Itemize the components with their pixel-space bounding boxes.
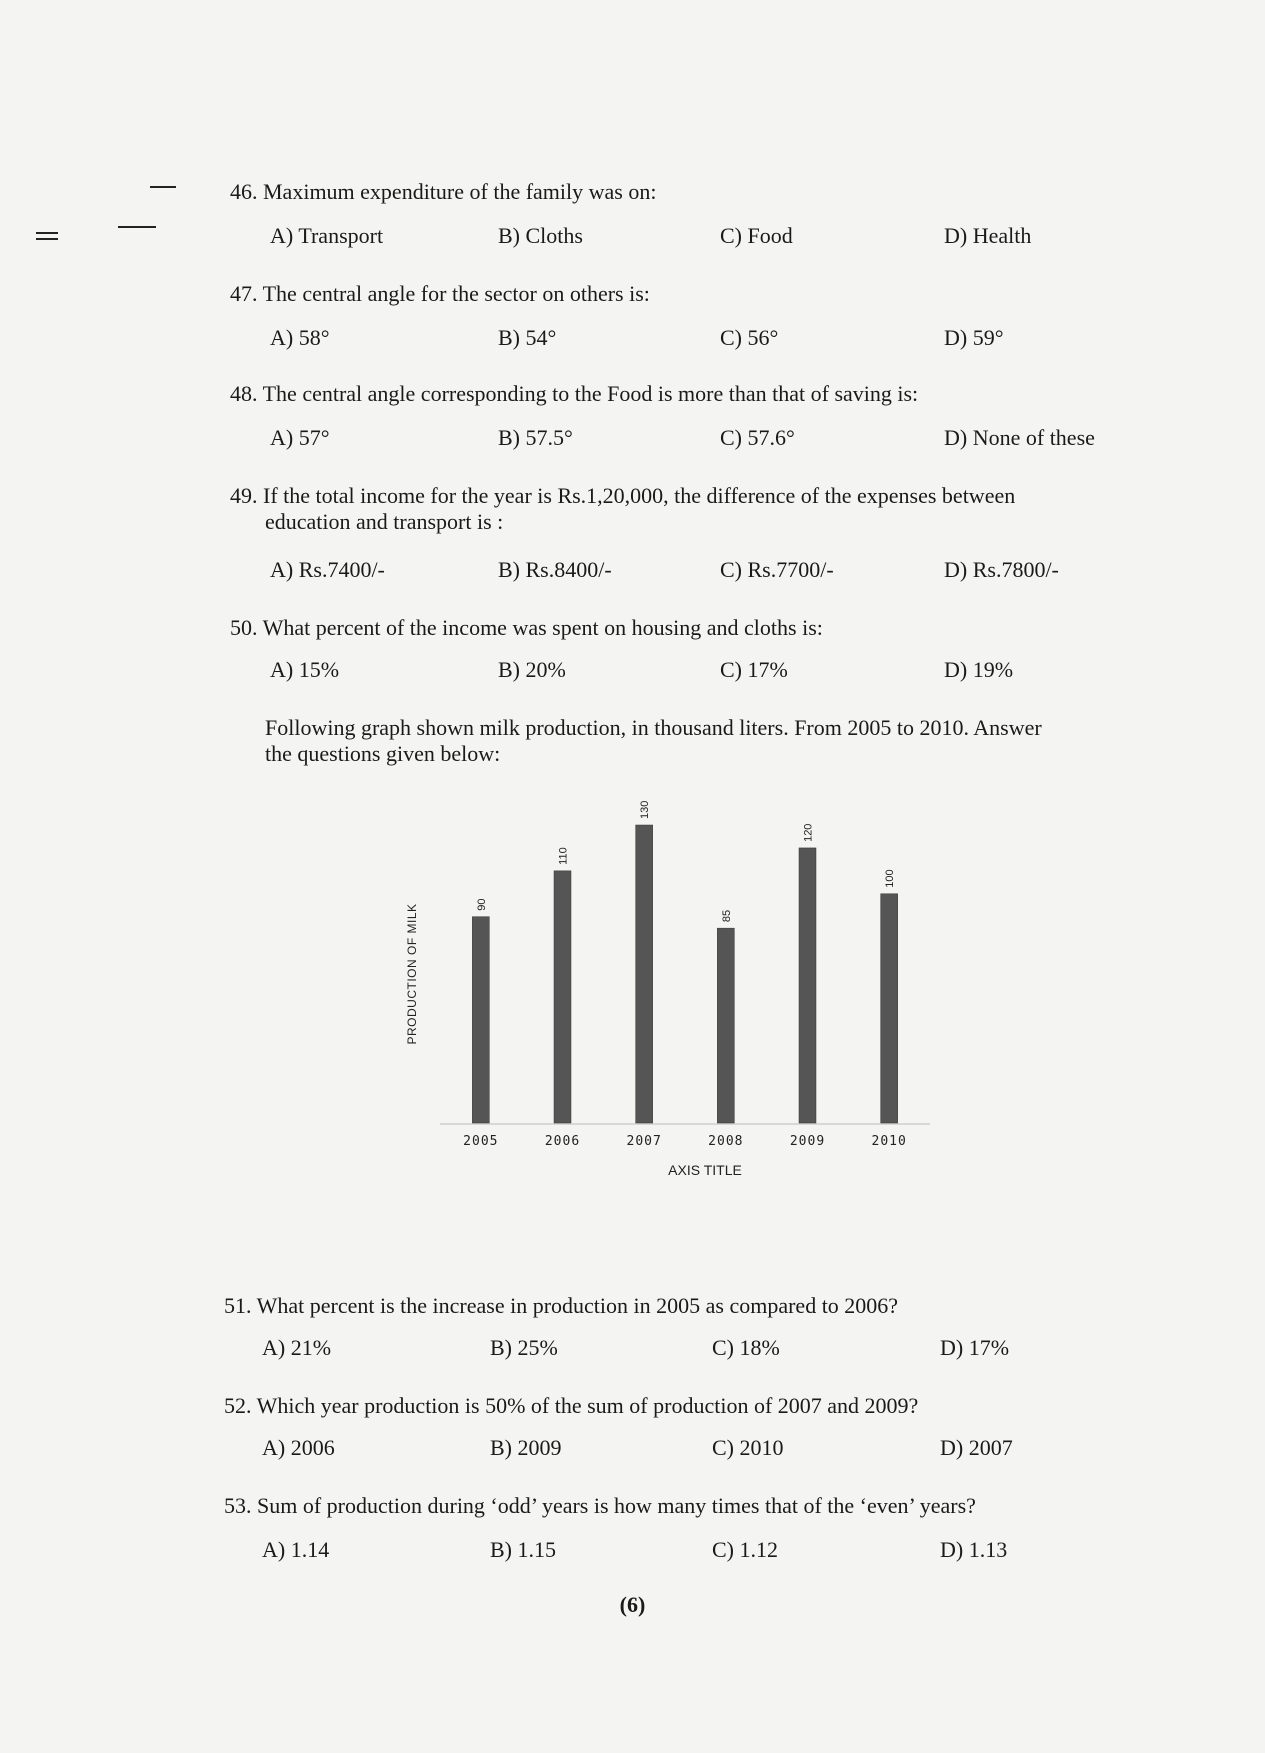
option-c[interactable]: C) 2010 — [712, 1435, 784, 1460]
data-label-2008: 85 — [720, 909, 733, 923]
option-b[interactable]: B) 20% — [498, 657, 566, 682]
option-b[interactable]: B) 2009 — [490, 1435, 562, 1460]
margin-mark — [118, 226, 156, 228]
option-a[interactable]: A) 15% — [270, 657, 340, 682]
bar-2010 — [881, 894, 898, 1123]
bar-chart-svg — [400, 780, 960, 1200]
question-number: 51. — [224, 1293, 252, 1318]
question-text: The central angle corresponding to the Food is more than that of saving is: — [262, 381, 919, 406]
question-text: The central angle for the sector on others is: — [262, 281, 650, 306]
option-a[interactable]: A) 57° — [270, 425, 330, 450]
x-tick-label-2009: 2009 — [789, 1134, 826, 1149]
bar-2007 — [636, 825, 653, 1123]
data-label-2010: 100 — [884, 869, 897, 888]
bar-2009 — [799, 848, 816, 1123]
y-axis-title: PRODUCTION OF MILK — [405, 903, 419, 1045]
bar-2005 — [472, 917, 489, 1123]
margin-mark — [36, 238, 58, 240]
question-47 — [230, 280, 650, 308]
option-b[interactable]: B) 1.15 — [490, 1537, 556, 1562]
option-b[interactable]: B) Rs.8400/- — [498, 557, 612, 582]
question-number: 49. — [230, 483, 258, 508]
bar-2006 — [554, 871, 571, 1123]
question-text: What percent of the income was spent on housing and cloths is: — [262, 615, 823, 640]
x-tick-label-2005: 2005 — [463, 1134, 499, 1149]
option-d[interactable]: D) 19% — [944, 657, 1014, 682]
question-text: If the total income for the year is Rs.1,20,000, the difference of the expenses between — [263, 483, 1016, 508]
option-a[interactable]: A) 58° — [270, 325, 330, 350]
data-label-2006: 110 — [557, 847, 570, 865]
page-number: (6) — [619, 1592, 646, 1617]
option-a[interactable]: A) 2006 — [262, 1435, 335, 1460]
question-49 — [230, 482, 1015, 510]
bar-2008 — [717, 928, 734, 1123]
question-53 — [224, 1492, 976, 1520]
option-d[interactable]: D) Health — [944, 223, 1032, 248]
option-b[interactable]: B) 54° — [498, 325, 557, 350]
question-number: 53. — [224, 1493, 252, 1518]
option-d[interactable]: D) 2007 — [940, 1435, 1013, 1460]
question-number: 46. — [230, 179, 258, 204]
option-c[interactable]: C) 1.12 — [712, 1537, 778, 1562]
question-text: Sum of production during ‘odd’ years is how many times that of the ‘even’ years? — [257, 1493, 976, 1518]
option-b[interactable]: B) Cloths — [498, 223, 583, 248]
option-a[interactable]: A) Transport — [270, 223, 384, 248]
option-d[interactable]: D) 1.13 — [940, 1537, 1008, 1562]
x-axis-title: AXIS TITLE — [668, 1162, 742, 1178]
option-d[interactable]: D) Rs.7800/- — [944, 557, 1059, 582]
milk-production-chart — [400, 780, 960, 1200]
question-49-continued: education and transport is : — [265, 509, 504, 534]
question-number: 52. — [224, 1393, 252, 1418]
margin-mark — [36, 232, 58, 234]
question-number: 47. — [230, 281, 258, 306]
option-c[interactable]: C) 57.6° — [720, 425, 795, 450]
x-tick-label-2008: 2008 — [708, 1134, 744, 1149]
x-tick-label-2010: 2010 — [871, 1134, 907, 1149]
option-c[interactable]: C) 17% — [720, 657, 788, 682]
option-c[interactable]: C) Food — [720, 223, 793, 248]
question-46 — [230, 178, 656, 206]
question-48 — [230, 380, 918, 408]
question-number: 50. — [230, 615, 258, 640]
graph-intro-line1: Following graph shown milk production, in thousand liters. From 2005 to 2010. Answer — [265, 715, 1042, 740]
data-label-2009: 120 — [802, 823, 815, 842]
graph-intro-line2: the questions given below: — [265, 741, 501, 766]
question-52 — [224, 1392, 918, 1420]
question-50 — [230, 614, 823, 642]
data-label-2005: 90 — [475, 898, 488, 911]
option-d[interactable]: D) 17% — [940, 1335, 1010, 1360]
question-51 — [224, 1292, 898, 1320]
option-a[interactable]: A) Rs.7400/- — [270, 557, 385, 582]
option-c[interactable]: C) Rs.7700/- — [720, 557, 834, 582]
data-label-2007: 130 — [639, 800, 652, 819]
option-c[interactable]: C) 56° — [720, 325, 779, 350]
option-d[interactable]: D) 59° — [944, 325, 1004, 350]
option-d[interactable]: D) None of these — [944, 425, 1095, 450]
margin-mark — [150, 186, 176, 188]
question-number: 48. — [230, 381, 258, 406]
x-tick-label-2006: 2006 — [544, 1134, 581, 1149]
question-text: Maximum expenditure of the family was on: — [263, 179, 657, 204]
question-text: Which year production is 50% of the sum of production of 2007 and 2009? — [256, 1393, 919, 1418]
question-text: What percent is the increase in production in 2005 as compared to 2006? — [256, 1293, 899, 1318]
option-b[interactable]: B) 25% — [490, 1335, 558, 1360]
option-c[interactable]: C) 18% — [712, 1335, 780, 1360]
x-tick-label-2007: 2007 — [626, 1134, 662, 1149]
option-a[interactable]: A) 1.14 — [262, 1537, 330, 1562]
option-a[interactable]: A) 21% — [262, 1335, 332, 1360]
option-b[interactable]: B) 57.5° — [498, 425, 573, 450]
